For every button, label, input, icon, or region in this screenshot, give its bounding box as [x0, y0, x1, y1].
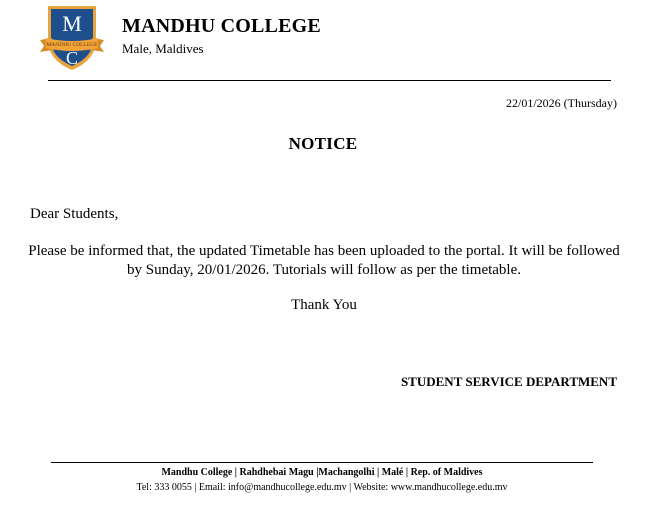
college-location: Male, Maldives — [122, 41, 204, 56]
footer-divider — [51, 462, 593, 463]
department-signature: STUDENT SERVICE DEPARTMENT — [400, 374, 617, 389]
logo-initial-m: M — [62, 11, 82, 36]
college-name: MANDHU COLLEGE — [122, 15, 321, 37]
logo-initial-c: C — [65, 48, 79, 68]
notice-body: Please be informed that, the updated Timetable has been uploaded to the portal. It will be followed by Sunday, 20/01/2026. Tutorials will follow as per the timetable. — [28, 243, 620, 278]
notice-title: NOTICE — [288, 134, 358, 153]
college-logo — [38, 4, 106, 72]
logo-ribbon-text: MANDHU COLLEGE — [46, 42, 98, 48]
header-divider — [48, 80, 611, 81]
footer-address: Mandhu College | Rahdhebai Magu |Machangolhi | Malé | Rep. of Maldives — [161, 467, 483, 478]
closing-text: Thank You — [291, 297, 357, 313]
salutation: Dear Students, — [30, 206, 119, 222]
college-crest-icon — [38, 4, 106, 72]
footer-contact: Tel: 333 0055 | Email: info@mandhucollege.edu.mv | Website: www.mandhucollege.edu.mv — [136, 482, 508, 493]
notice-date: 22/01/2026 (Thursday) — [506, 96, 617, 110]
